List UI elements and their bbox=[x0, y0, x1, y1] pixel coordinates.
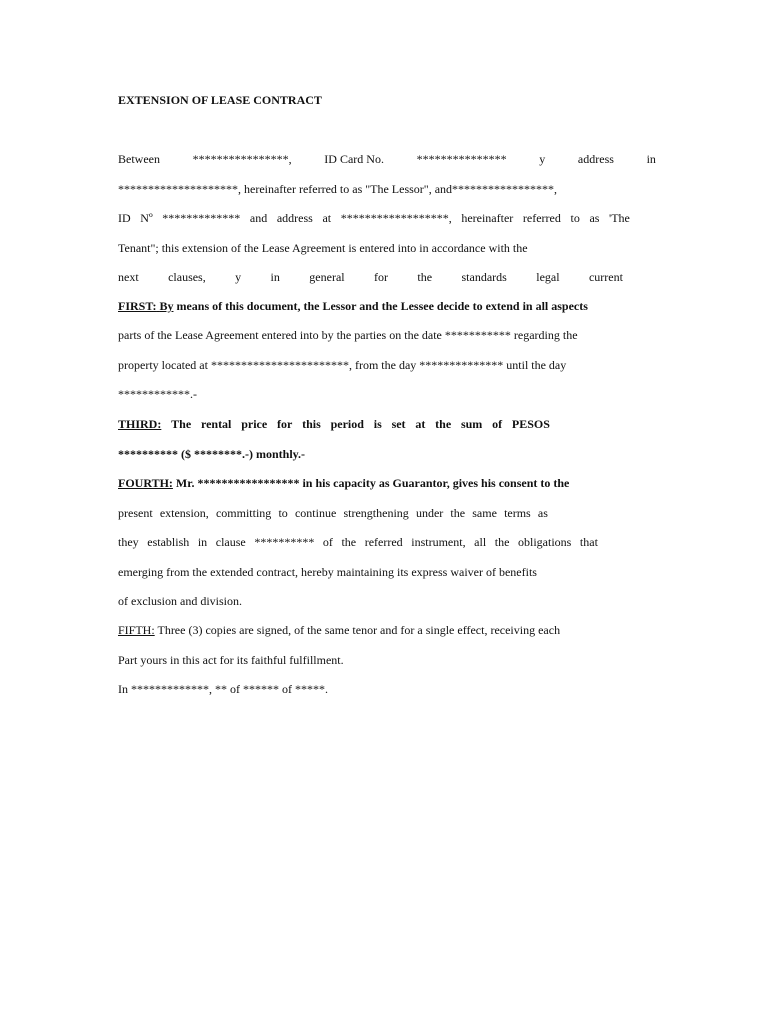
fourth-clause-line-2 bbox=[118, 505, 548, 521]
word: ************* bbox=[162, 211, 241, 225]
document-title: EXTENSION OF LEASE CONTRACT bbox=[118, 93, 322, 107]
word: terms bbox=[504, 506, 531, 520]
word: instrument, bbox=[411, 535, 466, 549]
word: that bbox=[579, 535, 598, 549]
word: in bbox=[270, 270, 280, 284]
word: address bbox=[276, 211, 313, 225]
word: of bbox=[492, 417, 503, 431]
word: to bbox=[278, 506, 288, 520]
word: next bbox=[118, 270, 139, 284]
word: rental bbox=[200, 417, 232, 431]
intro-line-1 bbox=[118, 151, 656, 167]
word: establish bbox=[147, 535, 190, 549]
first-clause-line-1 bbox=[118, 298, 588, 314]
word: referred bbox=[364, 535, 403, 549]
third-clause-line-1 bbox=[118, 416, 550, 432]
fifth-clause-text: Three (3) copies are signed, of the same tenor and for a single effect, receiving each bbox=[157, 623, 561, 637]
word: clause bbox=[215, 535, 246, 549]
word: present bbox=[118, 506, 153, 520]
first-clause-text: means of this document, the Lessor and the Lessee decide to extend in all aspects bbox=[176, 299, 588, 313]
word: current bbox=[588, 270, 623, 284]
word: as bbox=[589, 211, 600, 225]
word: all bbox=[474, 535, 487, 549]
word: address bbox=[577, 152, 614, 166]
word: obligations bbox=[518, 535, 572, 549]
word: the bbox=[435, 417, 452, 431]
word: y bbox=[235, 270, 242, 284]
word: 'The bbox=[609, 211, 630, 225]
first-clause-line-2: parts of the Lease Agreement entered into by the parties on the date *********** regarding the bbox=[118, 328, 578, 342]
closing-line: In *************, ** of ****** of *****. bbox=[118, 682, 328, 696]
word: this bbox=[302, 417, 321, 431]
first-clause-label bbox=[118, 299, 173, 313]
fourth-clause-line-3 bbox=[118, 534, 598, 550]
fifth-clause-label: FIFTH: bbox=[118, 623, 155, 637]
word: they bbox=[118, 535, 139, 549]
first-clause-line-4: ************.- bbox=[118, 387, 197, 401]
word: same bbox=[472, 506, 497, 520]
word: continue bbox=[294, 506, 337, 520]
word: in bbox=[197, 535, 208, 549]
word: price bbox=[241, 417, 268, 431]
word: for bbox=[277, 417, 293, 431]
fifth-clause-line-2: Part yours in this act for its faithful fulfillment. bbox=[118, 653, 344, 667]
word: to bbox=[570, 211, 580, 225]
word: ****************, bbox=[192, 152, 292, 166]
word: clauses, bbox=[168, 270, 206, 284]
word: strengthening bbox=[343, 506, 409, 520]
intro-line-2: ********************, hereinafter referred to as "The Lessor", and*****************, bbox=[118, 182, 558, 196]
third-clause-line-2: ********** ($ ********.-) monthly.- bbox=[118, 447, 305, 461]
word: at bbox=[415, 417, 426, 431]
word: set bbox=[391, 417, 406, 431]
word: of bbox=[322, 535, 333, 549]
word: at bbox=[322, 211, 332, 225]
third-clause-label: THIRD: bbox=[118, 417, 162, 431]
intro-line-5 bbox=[118, 269, 623, 285]
fourth-clause-line-1 bbox=[118, 475, 569, 491]
word: ID bbox=[118, 211, 131, 225]
fifth-clause-line-1 bbox=[118, 622, 560, 638]
word: Nº bbox=[140, 211, 153, 225]
word: ******************, bbox=[340, 211, 452, 225]
word: referred bbox=[522, 211, 561, 225]
word: By bbox=[159, 299, 174, 313]
word: the bbox=[341, 535, 357, 549]
word: for bbox=[374, 270, 389, 284]
fourth-clause-line-5: of exclusion and division. bbox=[118, 594, 242, 608]
intro-line-3 bbox=[118, 210, 630, 226]
word: Between bbox=[118, 152, 160, 166]
word: committing bbox=[215, 506, 272, 520]
fourth-clause-label: FOURTH: bbox=[118, 476, 173, 490]
word: the bbox=[417, 270, 433, 284]
word: period bbox=[330, 417, 364, 431]
word: in bbox=[646, 152, 656, 166]
word: the bbox=[450, 506, 466, 520]
word: ID Card No. bbox=[324, 152, 384, 166]
fourth-clause-line-4: emerging from the extended contract, hereby maintaining its express waiver of benefits bbox=[118, 565, 537, 579]
word: legal bbox=[536, 270, 560, 284]
word: The bbox=[171, 417, 192, 431]
word: as bbox=[537, 506, 548, 520]
word: and bbox=[249, 211, 268, 225]
fourth-clause-text: Mr. ***************** in his capacity as Guarantor, gives his consent to the bbox=[175, 476, 570, 490]
label-text: FIRST: bbox=[118, 299, 157, 313]
word: is bbox=[373, 417, 382, 431]
word: extension, bbox=[159, 506, 209, 520]
intro-line-4: Tenant"; this extension of the Lease Agreement is entered into in accordance with the bbox=[118, 241, 528, 255]
word: hereinafter bbox=[461, 211, 514, 225]
word: *************** bbox=[416, 152, 507, 166]
word: y bbox=[539, 152, 546, 166]
word: standards bbox=[461, 270, 507, 284]
word: ********** bbox=[254, 535, 315, 549]
first-clause-line-3: property located at ***********************, from the day ************** until the day bbox=[118, 358, 567, 372]
word: PESOS bbox=[511, 417, 550, 431]
word: the bbox=[494, 535, 510, 549]
word: general bbox=[309, 270, 345, 284]
word: under bbox=[415, 506, 444, 520]
word: sum bbox=[460, 417, 483, 431]
